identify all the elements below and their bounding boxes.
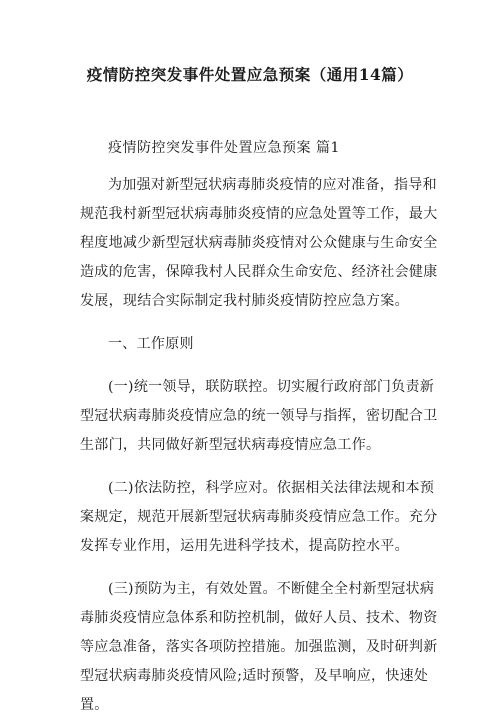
- text-line: 置。: [80, 697, 109, 713]
- principle-1-paragraph: [80, 373, 438, 460]
- text-line: 毒肺炎疫情应急体系和防控机制，做好人员、技术、物资: [80, 610, 438, 626]
- text-line: 型冠状病毒肺炎疫情应急的统一领导与指挥，密切配合卫: [80, 408, 438, 424]
- text-line: 型冠状病毒肺炎疫情风险;适时预警，及早响应，快速处: [80, 668, 429, 684]
- text-line: (二)依法防控，科学应对。依据相关法律法规和本预: [108, 480, 435, 496]
- text-line: 程度地减少新型冠状病毒肺炎疫情对公众健康与生命安全: [80, 235, 438, 251]
- text-line: 规范我村新型冠状病毒肺炎疫情的应急处置等工作，最大: [80, 206, 438, 222]
- intro-paragraph: [80, 171, 438, 316]
- text-line: 等应急准备，落实各项防控措施。加强监测，及时研判新: [80, 639, 438, 655]
- text-line: 造成的危害，保障我村人民群众生命安危、经济社会健康: [80, 264, 438, 280]
- heading-work-principles: 一、工作原则: [108, 336, 194, 352]
- text-line: (三)预防为主，有效处置。不断健全全村新型冠状病: [108, 581, 435, 597]
- principle-3-paragraph: [80, 575, 438, 720]
- text-line: 为加强对新型冠状病毒肺炎疫情的应对准备，指导和: [108, 177, 437, 193]
- principle-2-paragraph: [80, 474, 438, 561]
- text-line: 案规定，规范开展新型冠状病毒肺炎疫情应急工作。充分: [80, 509, 438, 525]
- text-line: 生部门，共同做好新型冠状病毒疫情应急工作。: [80, 437, 381, 453]
- text-line: 发挥专业作用，运用先进科学技术，提高防控水平。: [80, 538, 409, 554]
- text-line: 发展，现结合实际制定我村肺炎疫情防控应急方案。: [80, 293, 409, 309]
- text-line: (一)统一领导，联防联控。切实履行政府部门负责新: [108, 379, 435, 395]
- section-title: 疫情防控突发事件处置应急预案 篇1: [108, 140, 340, 156]
- document-title: 疫情防控突发事件处置应急预案（通用14篇）: [86, 65, 414, 84]
